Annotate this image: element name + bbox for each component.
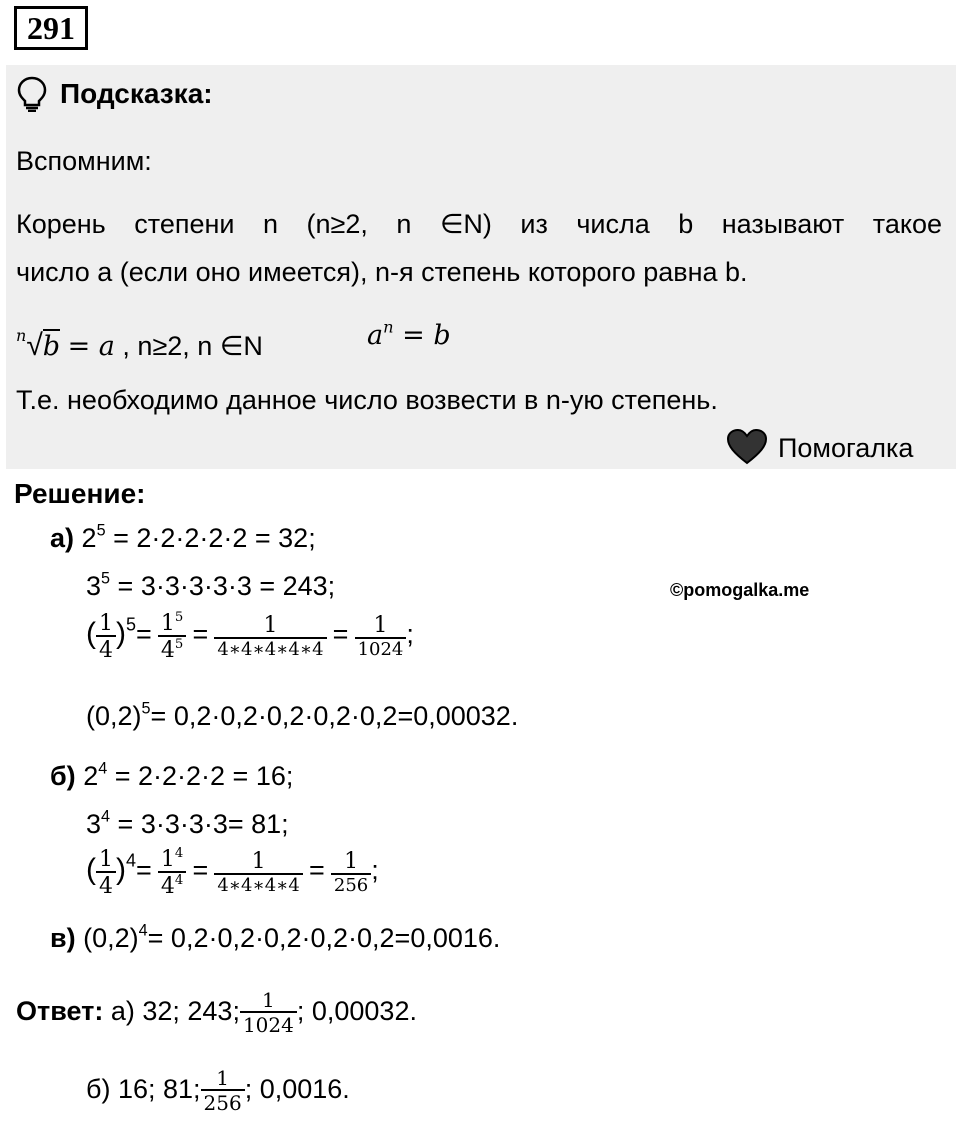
answer-line-b	[86, 1068, 350, 1114]
b-l3-eq1: =	[136, 854, 152, 885]
a-l3-eq2: =	[192, 618, 209, 649]
answer-a-prefix: а) 32; 243;	[110, 996, 240, 1027]
part-a-line3	[86, 609, 414, 664]
a-l3-frac3-num: 1	[263, 613, 278, 639]
b-l3-frac4-num: 1	[344, 849, 359, 875]
b-l3-frac4	[331, 850, 371, 896]
root-index: n	[16, 326, 27, 345]
part-b-line2	[86, 808, 289, 840]
b-l3-frac1	[96, 848, 116, 898]
part-a-line1	[50, 522, 316, 554]
answer-b-prefix: б) 16; 81;	[86, 1074, 201, 1105]
b-l3-frac4-den: 256	[331, 873, 371, 896]
b-l2-exp: 4	[101, 807, 111, 826]
b-l3-frac2-num-exp: 4	[174, 845, 184, 861]
part-a-line4	[86, 700, 518, 732]
a-l3-eq1: =	[136, 618, 152, 649]
c-l1-exp: 4	[138, 921, 148, 940]
root-condition: , n≥2, n ∈N	[122, 331, 263, 361]
hint-title: Подсказка:	[60, 78, 213, 109]
answer-b-frac-num: 1	[216, 1066, 229, 1090]
a-l3-frac4	[355, 614, 407, 660]
a-l3-frac3	[214, 614, 326, 660]
a-l3-end: ;	[406, 618, 414, 649]
b-l3-frac3	[214, 850, 303, 896]
a-l3-frac2-num-exp: 5	[174, 609, 184, 625]
part-c-label: в)	[50, 923, 76, 953]
radical-icon: √	[26, 329, 43, 362]
b-l2-base: 3	[86, 809, 102, 839]
part-a-label: а)	[50, 523, 75, 553]
b-l3-frac2-den-exp: 4	[174, 872, 184, 888]
part-c-line1	[50, 922, 500, 954]
b-l3-eq3: =	[308, 854, 325, 885]
b-l3-close-paren: )	[116, 852, 126, 886]
a-l1-rest: = 2·2·2·2·2 = 32;	[105, 523, 316, 553]
hint-definition-line1: Корень степени n (n≥2, n ∈N) из числа b называют такое	[16, 209, 942, 239]
answer-b-suffix: ; 0,0016.	[244, 1074, 350, 1105]
a-l3-close-paren: )	[116, 616, 126, 650]
b-l3-exp: 4	[126, 850, 137, 871]
a-l3-frac4-den: 1024	[355, 637, 407, 660]
a-l2-rest: = 3·3·3·3·3 = 243;	[110, 571, 336, 601]
c-l1-rest: = 0,2·0,2·0,2·0,2·0,2=0,0016.	[147, 923, 501, 953]
a-l3-frac2-num-base: 1	[160, 611, 175, 636]
hint-definition-line2: число a (если оно имеется), n-я степень которого равна b.	[16, 257, 748, 287]
answer-a-suffix: ; 0,00032.	[296, 996, 417, 1027]
answer-label: Ответ:	[16, 996, 104, 1027]
power-formula	[367, 317, 451, 352]
a-l4-rest: = 0,2·0,2·0,2·0,2·0,2=0,00032.	[150, 701, 519, 731]
part-b-line3	[86, 845, 379, 900]
answer-line-a	[16, 990, 417, 1036]
root-formula	[16, 320, 263, 363]
answer-a-frac-den: 1024	[240, 1011, 297, 1036]
b-l1-rest: = 2·2·2·2 = 16;	[107, 761, 294, 791]
b-l3-end: ;	[371, 854, 379, 885]
power-exp: n	[383, 317, 394, 337]
problem-number: 291	[14, 6, 88, 50]
a-l2-exp: 5	[101, 569, 111, 588]
a-l3-frac4-num: 1	[373, 613, 388, 639]
part-a-line2	[86, 570, 335, 602]
a-l3-frac2-den-base: 4	[160, 638, 175, 664]
a-l3-frac1-num: 1	[99, 611, 113, 636]
part-b-label: б)	[50, 761, 76, 791]
answer-b-frac-den: 256	[201, 1089, 245, 1114]
watermark: ©pomogalka.me	[670, 580, 810, 600]
power-base: a	[367, 320, 384, 351]
b-l1-exp: 4	[98, 759, 108, 778]
a-l4-exp: 5	[141, 699, 151, 718]
a-l3-eq3: =	[332, 618, 349, 649]
b-l3-frac1-num: 1	[99, 847, 113, 872]
hint-recall: Вспомним:	[16, 146, 152, 176]
a-l3-frac1-den: 4	[96, 635, 116, 662]
a-l3-frac2	[158, 609, 186, 664]
b-l2-rest: = 3·3·3·3= 81;	[110, 809, 289, 839]
a-l1-base: 2	[81, 523, 97, 553]
b-l3-frac3-den: 4∗4∗4∗4	[214, 873, 303, 896]
b-l3-frac1-den: 4	[96, 871, 116, 898]
a-l4-base: (0,2)	[86, 701, 142, 731]
root-radicand: b	[42, 331, 61, 362]
b-l3-frac2-den-base: 4	[160, 874, 175, 900]
a-l3-frac3-den: 4∗4∗4∗4∗4	[214, 637, 326, 660]
heart-icon	[726, 428, 768, 466]
solution-title: Решение:	[14, 478, 146, 509]
b-l3-frac2	[158, 845, 186, 900]
answer-b-frac	[201, 1068, 245, 1114]
a-l3-exp: 5	[126, 614, 137, 635]
answer-a-frac	[240, 990, 297, 1036]
brand-name: Помогалка	[778, 433, 914, 463]
b-l3-frac3-num: 1	[251, 849, 266, 875]
answer-a-frac-num: 1	[262, 988, 275, 1012]
a-l3-frac2-den-exp: 5	[174, 636, 184, 652]
c-l1-base: (0,2)	[83, 923, 139, 953]
power-rhs: = b	[402, 320, 451, 351]
root-rhs: = a	[67, 331, 115, 362]
a-l1-exp: 5	[96, 521, 106, 540]
a-l3-frac1	[96, 612, 116, 662]
part-b-line1	[50, 760, 293, 792]
b-l3-eq2: =	[192, 854, 209, 885]
lightbulb-icon	[16, 76, 48, 112]
b-l3-frac2-num-base: 1	[160, 847, 175, 872]
a-l3-open-paren: (	[86, 616, 96, 650]
b-l3-open-paren: (	[86, 852, 96, 886]
hint-conclusion: Т.е. необходимо данное число возвести в n-ую степень.	[16, 385, 718, 415]
a-l2-base: 3	[86, 571, 102, 601]
b-l1-base: 2	[83, 761, 99, 791]
